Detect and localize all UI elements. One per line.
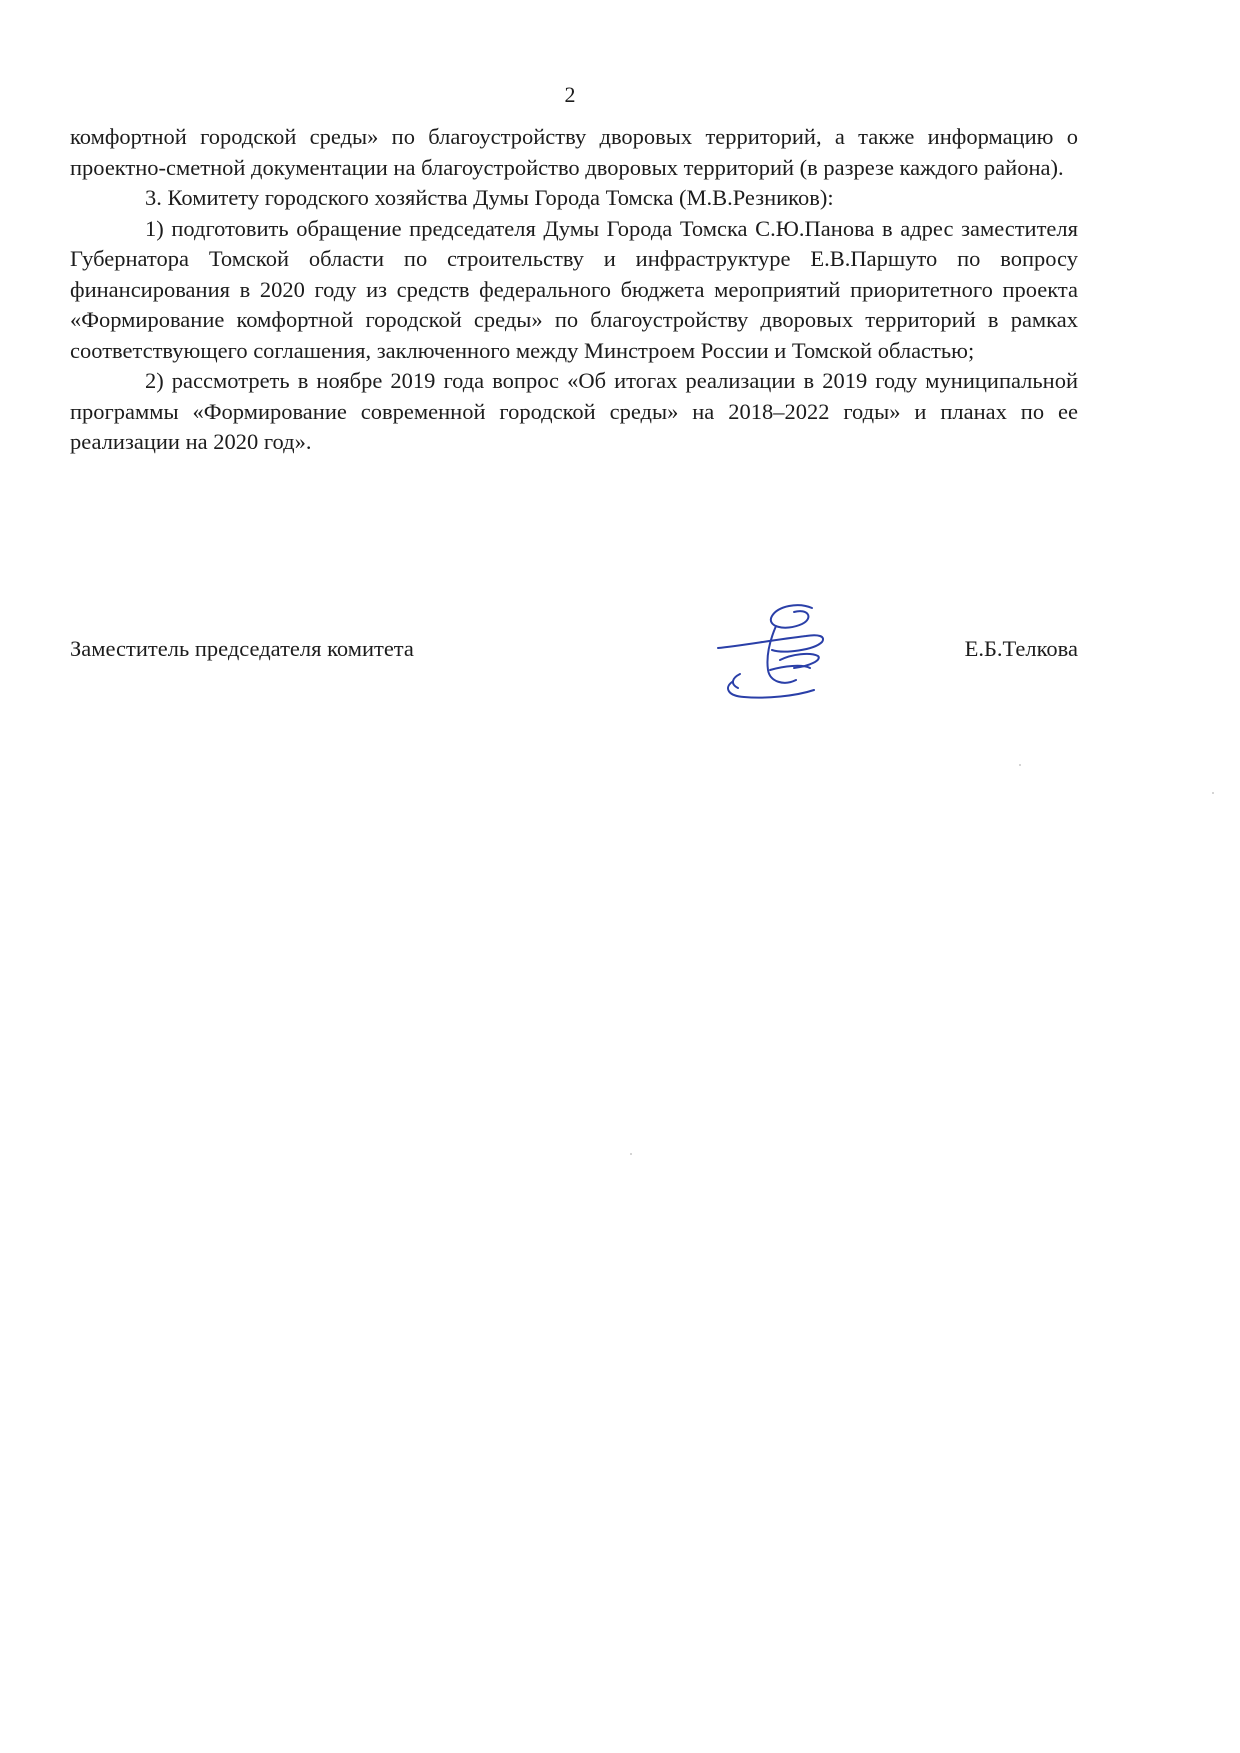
scan-speck	[1019, 764, 1021, 766]
scan-speck	[1212, 792, 1214, 794]
scan-speck	[630, 1153, 632, 1155]
paragraph-continuation: комфортной городской среды» по благоустройству дворовых территорий, а также информацию о проектно-сметной документации на благоустройство дворовых территорий (в разрезе каждого района).	[70, 124, 1078, 180]
paragraph-item-3: 3. Комитету городского хозяйства Думы Города Томска (М.В.Резников):	[145, 185, 834, 210]
document-body	[70, 122, 1078, 458]
signature-block	[70, 600, 1078, 710]
paragraph-subitem-1: 1) подготовить обращение председателя Думы Города Томска С.Ю.Панова в адрес заместителя Губернатора Томской области по строительству и инфраструктуре Е.В.Паршуто по вопросу финансирования в 2020 году из средств федерального бюджета мероприятий приоритетного проекта «Формирование комфортной городской среды» по благоустройству дворовых территорий в рамках соответствующего соглашения, заключенного между Минстроем России и Томской областью;	[70, 215, 1078, 363]
handwritten-signature	[710, 600, 850, 705]
paragraph-subitem-2: 2) рассмотреть в ноябре 2019 года вопрос «Об итогах реализации в 2019 году муниципальной программы «Формирование современной городской среды» на 2018–2022 годы» и планах по ее реализации на 2020 год».	[70, 368, 1078, 454]
signer-name: Е.Б.Телкова	[964, 636, 1078, 661]
signer-title: Заместитель председателя комитета	[70, 636, 414, 661]
page-number: 2	[564, 82, 576, 107]
